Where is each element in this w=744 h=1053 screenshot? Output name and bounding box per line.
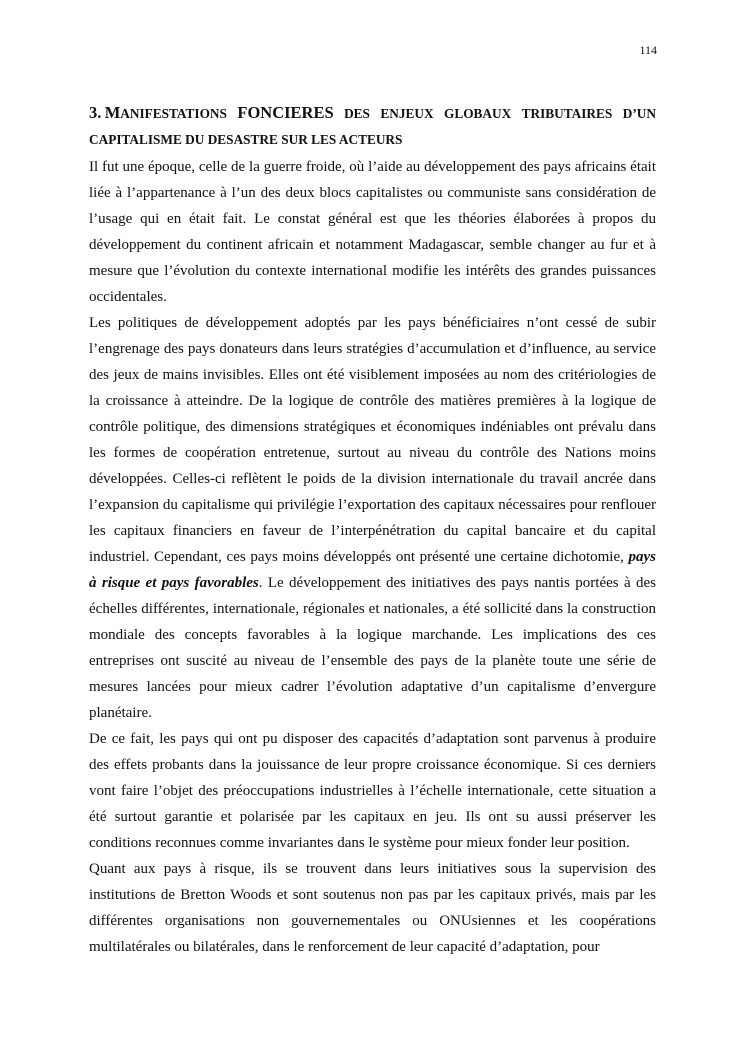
- heading-word: FONCIERES: [237, 103, 334, 122]
- heading-word: ENJEUX: [380, 106, 434, 121]
- section-heading: [89, 100, 656, 153]
- paragraph-1: Il fut une époque, celle de la guerre froide, où l’aide au développement des pays africains était liée à l’appartenance à l’un des deux blocs capitalistes ou communiste sans considération de l’usage qui en était fait. Le constat général est que les théories élaborées à propos du développement du continent africain et notamment Madagascar, semble changer au fur et à mesure que l’évolution du contexte international modifie les intérêts des grandes puissances occidentales.: [89, 159, 656, 305]
- heading-word: D’UN: [622, 106, 656, 121]
- section-heading-line-2: CAPITALISME DU DESASTRE SUR LES ACTEURS: [89, 132, 403, 147]
- heading-word: 3. MANIFESTATIONS: [89, 103, 227, 122]
- paragraph-4: Quant aux pays à risque, ils se trouvent dans leurs initiatives sous la supervision des institutions de Bretton Woods et sont soutenus non pas par les capitaux privés, mais par les différentes organisations non gouvernementales ou ONUsiennes et les coopérations multilatérales ou bilatérales, dans le renforcement de leur capacité d’adaptation, pour: [89, 861, 656, 955]
- heading-word: TRIBUTAIRES: [521, 106, 613, 121]
- paragraph-3: De ce fait, les pays qui ont pu disposer des capacités d’adaptation sont parvenus à produire des effets probants dans la jouissance de leur propre croissance économique. Si ces derniers vont faire l’objet des préoccupations industrielles à l’échelle internationale, cette situation a été surtout garantie et polarisée par les capitaux en jeu. Ils ont su aussi préserver les conditions reconnues comme invariantes dans le système pour mieux fonder leur position.: [89, 731, 656, 851]
- page-number: 114: [639, 43, 657, 57]
- section-heading-line-1: [89, 100, 656, 127]
- heading-word: DES: [344, 106, 370, 121]
- paragraph-2: Les politiques de développement adoptés par les pays bénéficiaires n’ont cessé de subir l’engrenage des pays donateurs dans leurs stratégies d’accumulation et d’influence, au service des jeux de mains invisibles. Elles ont été visiblement imposées au nom des critériologies de la croissance à atteindre. De la logique de contrôle des matières premières à la logique de contrôle politique, des dimensions stratégiques et économiques indéniables ont prévalu dans les formes de coopération entretenue, surtout au niveau du contrôle des Nations moins développées. Celles-ci reflètent le poids de la division internationale du travail ancrée dans l’expansion du capitalisme qui privilégie l’exportation des capitaux nécessaires pour renflouer les capitaux financiers en faveur de l’interpénétration du capital bancaire et du capital industriel. Cependant, ces pays moins développés ont présenté une certaine dichotomie, pays à risque et pays favorables. Le développement des initiatives des pays nantis portées à des échelles différentes, internationale, régionales et nationales, a été sollicité dans la construction mondiale des concepts favorables à la logique marchande. Les implications des ces entreprises ont suscité au niveau de l’ensemble des pays de la planète toute une série de mesures lancées pour mieux cadrer l’évolution adaptative d’un capitalisme d’envergure planétaire.: [89, 315, 657, 721]
- emphasis-text: pays à risque et pays favorables: [89, 549, 657, 591]
- heading-word: GLOBAUX: [443, 106, 512, 121]
- body-text: [89, 154, 656, 960]
